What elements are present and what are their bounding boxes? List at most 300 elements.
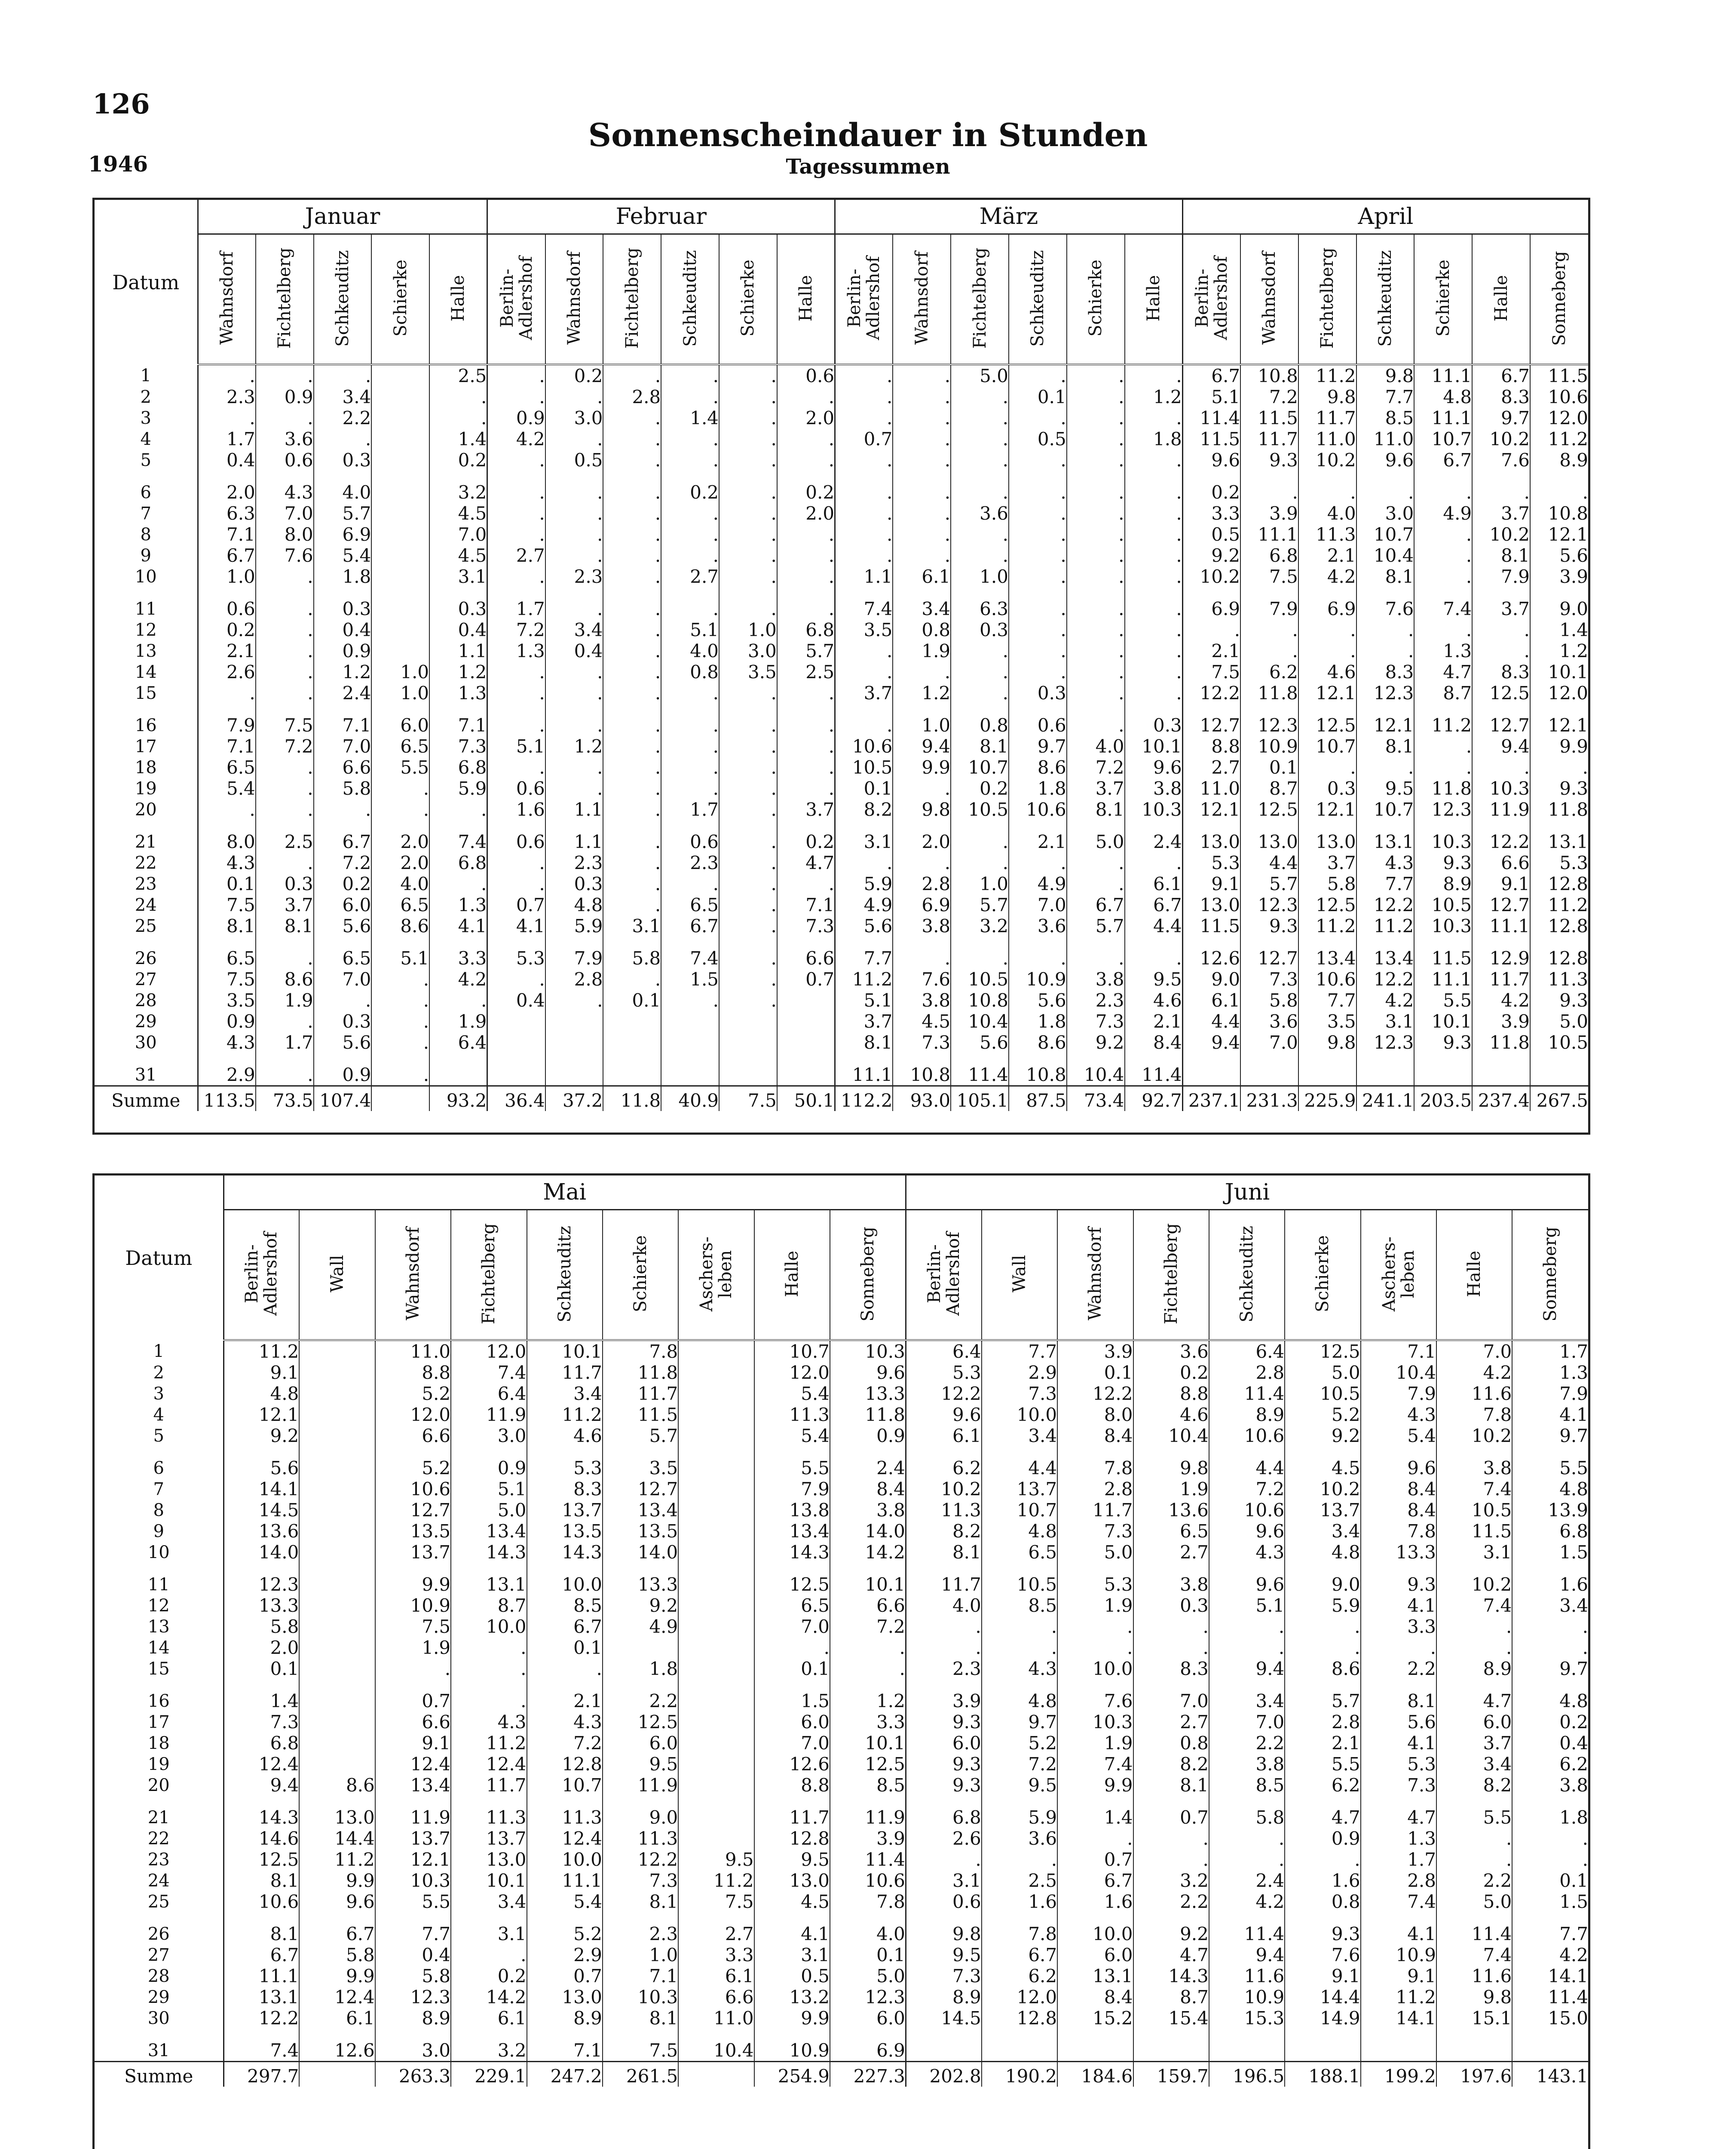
value-cell: . xyxy=(1125,619,1183,640)
value-cell: . xyxy=(1067,640,1125,661)
value-cell xyxy=(678,1637,754,1658)
value-cell xyxy=(371,386,429,407)
value-cell: 0.3 xyxy=(429,587,487,619)
value-cell: . xyxy=(603,704,661,736)
sum-cell: 196.5 xyxy=(1209,2062,1285,2087)
value-cell: . xyxy=(1125,566,1183,587)
value-cell: 7.6 xyxy=(1285,1944,1360,1965)
value-cell: 1.2 xyxy=(314,661,372,683)
table-row xyxy=(95,471,1588,503)
value-cell: 10.6 xyxy=(1530,386,1588,407)
value-cell: . xyxy=(777,386,835,407)
value-cell: 0.6 xyxy=(487,820,545,852)
value-cell: 12.2 xyxy=(906,1383,981,1404)
value-cell: 6.0 xyxy=(1057,1944,1133,1965)
value-cell: . xyxy=(893,471,951,503)
day-cell: 24 xyxy=(95,1870,224,1891)
value-cell: . xyxy=(1472,757,1530,778)
value-cell: . xyxy=(661,545,719,566)
value-cell: . xyxy=(661,386,719,407)
value-cell: 9.9 xyxy=(1530,736,1588,757)
value-cell: . xyxy=(1057,1828,1133,1849)
value-cell: . xyxy=(603,661,661,683)
value-cell: 10.0 xyxy=(527,1849,603,1870)
value-cell: 6.4 xyxy=(429,1032,487,1053)
value-cell: 2.0 xyxy=(198,471,256,503)
sum-cell: 113.5 xyxy=(198,1086,256,1111)
value-cell: 3.8 xyxy=(893,915,951,937)
value-cell: . xyxy=(1209,1849,1285,1870)
value-cell: 3.6 xyxy=(951,503,1009,524)
value-cell: 10.1 xyxy=(830,1733,906,1754)
value-cell: 11.7 xyxy=(451,1775,527,1796)
value-cell: 0.7 xyxy=(1057,1849,1133,1870)
value-cell: 2.7 xyxy=(1182,757,1240,778)
value-cell: 2.2 xyxy=(1436,1870,1512,1891)
value-cell: 11.2 xyxy=(835,969,893,990)
day-cell: 12 xyxy=(95,1595,224,1616)
value-cell: 5.6 xyxy=(951,1032,1009,1053)
value-cell: 9.3 xyxy=(1285,1912,1360,1944)
value-cell: 7.3 xyxy=(906,1965,981,1987)
value-cell: . xyxy=(893,524,951,545)
value-cell: . xyxy=(256,852,314,873)
table-row xyxy=(95,1563,1588,1595)
value-cell: 13.8 xyxy=(754,1500,830,1521)
value-cell: 12.3 xyxy=(1240,894,1298,915)
value-cell: 7.6 xyxy=(1472,450,1530,471)
value-cell: 1.9 xyxy=(1133,1479,1209,1500)
value-cell: 13.5 xyxy=(527,1521,603,1542)
value-cell: 11.4 xyxy=(1436,1912,1512,1944)
value-cell: 8.1 xyxy=(1133,1775,1209,1796)
value-cell: 9.5 xyxy=(982,1775,1057,1796)
value-cell: . xyxy=(487,450,545,471)
value-cell: 12.0 xyxy=(754,1362,830,1383)
value-cell: 0.1 xyxy=(224,1658,299,1679)
value-cell: . xyxy=(982,1616,1057,1637)
sum-cell: 227.3 xyxy=(830,2062,906,2087)
value-cell: 14.4 xyxy=(299,1828,375,1849)
value-cell: . xyxy=(1512,1616,1588,1637)
value-cell: 7.2 xyxy=(830,1616,906,1637)
sum-cell: 40.9 xyxy=(661,1086,719,1111)
value-cell: . xyxy=(719,524,777,545)
value-cell: 10.1 xyxy=(451,1870,527,1891)
value-cell: . xyxy=(719,450,777,471)
value-cell: . xyxy=(451,1944,527,1965)
value-cell: 12.0 xyxy=(1530,683,1588,704)
value-cell: 11.2 xyxy=(451,1733,527,1754)
value-cell: 7.7 xyxy=(982,1340,1057,1362)
value-cell: 14.6 xyxy=(224,1828,299,1849)
value-cell: . xyxy=(719,894,777,915)
value-cell: . xyxy=(1512,1849,1588,1870)
value-cell: 5.6 xyxy=(835,915,893,937)
table-row xyxy=(95,1446,1588,1479)
value-cell: 4.1 xyxy=(1361,1595,1436,1616)
value-cell: 0.4 xyxy=(314,619,372,640)
value-cell: 3.0 xyxy=(1356,503,1415,524)
value-cell: 2.4 xyxy=(1209,1870,1285,1891)
day-cell: 2 xyxy=(95,1362,224,1383)
value-cell: 1.8 xyxy=(1125,429,1183,450)
day-cell: 27 xyxy=(95,1944,224,1965)
table-row xyxy=(95,1849,1588,1870)
station-header xyxy=(527,1210,603,1341)
value-cell xyxy=(299,1446,375,1479)
value-cell: 3.8 xyxy=(1209,1754,1285,1775)
station-header xyxy=(1057,1210,1133,1341)
sum-cell: 11.8 xyxy=(603,1086,661,1111)
value-cell: 6.1 xyxy=(678,1965,754,1987)
value-cell: 11.2 xyxy=(678,1870,754,1891)
value-cell: 3.4 xyxy=(893,587,951,619)
value-cell: 9.6 xyxy=(1361,1446,1436,1479)
value-cell: 8.6 xyxy=(299,1775,375,1796)
value-cell: . xyxy=(777,683,835,704)
value-cell: . xyxy=(661,704,719,736)
value-cell: 10.4 xyxy=(1361,1362,1436,1383)
value-cell: 2.2 xyxy=(314,407,372,429)
value-cell: 5.1 xyxy=(835,990,893,1011)
value-cell xyxy=(371,587,429,619)
day-cell: 23 xyxy=(95,1849,224,1870)
value-cell: 14.5 xyxy=(906,2008,981,2029)
value-cell: 12.1 xyxy=(1356,704,1415,736)
value-cell: 2.0 xyxy=(777,407,835,429)
value-cell xyxy=(603,1053,661,1086)
station-name: Wahnsdorf xyxy=(403,1227,423,1321)
value-cell: 12.7 xyxy=(375,1500,451,1521)
value-cell: 3.2 xyxy=(451,2029,527,2062)
value-cell: 9.8 xyxy=(1356,364,1415,386)
value-cell: . xyxy=(719,915,777,937)
value-cell: 11.0 xyxy=(1356,429,1415,450)
value-cell: 0.8 xyxy=(951,704,1009,736)
value-cell xyxy=(371,450,429,471)
value-cell: . xyxy=(256,778,314,799)
value-cell: 8.0 xyxy=(256,524,314,545)
table-row xyxy=(95,450,1588,471)
value-cell: . xyxy=(835,471,893,503)
value-cell: . xyxy=(1067,524,1125,545)
value-cell: 13.4 xyxy=(603,1500,678,1521)
value-cell: . xyxy=(1067,873,1125,894)
value-cell: 9.7 xyxy=(1512,1425,1588,1446)
value-cell: . xyxy=(951,937,1009,969)
value-cell: 10.9 xyxy=(375,1595,451,1616)
sum-cell: 93.2 xyxy=(429,1086,487,1111)
value-cell: 13.0 xyxy=(1298,820,1356,852)
station-header xyxy=(678,1210,754,1341)
value-cell: 5.7 xyxy=(951,894,1009,915)
value-cell: 4.1 xyxy=(1361,1733,1436,1754)
value-cell: . xyxy=(719,778,777,799)
value-cell: . xyxy=(603,407,661,429)
value-cell xyxy=(299,1404,375,1425)
day-cell: 20 xyxy=(95,1775,224,1796)
value-cell: 4.7 xyxy=(1414,661,1472,683)
day-cell: 13 xyxy=(95,1616,224,1637)
value-cell: 1.3 xyxy=(1361,1828,1436,1849)
sum-cell: 159.7 xyxy=(1133,2062,1209,2087)
day-cell: 9 xyxy=(95,1521,224,1542)
table-row xyxy=(95,364,1588,386)
value-cell: 0.6 xyxy=(661,820,719,852)
value-cell: 9.3 xyxy=(1240,450,1298,471)
value-cell: 10.3 xyxy=(1472,778,1530,799)
value-cell: 4.7 xyxy=(1436,1679,1512,1711)
value-cell: 8.9 xyxy=(527,2008,603,2029)
value-cell: 12.3 xyxy=(830,1987,906,2008)
value-cell: 9.8 xyxy=(1298,1032,1356,1053)
value-cell: . xyxy=(545,587,603,619)
value-cell: 0.2 xyxy=(777,471,835,503)
day-cell: 19 xyxy=(95,1754,224,1775)
value-cell: 12.8 xyxy=(754,1828,830,1849)
value-cell: . xyxy=(545,661,603,683)
value-cell: 11.7 xyxy=(1298,407,1356,429)
value-cell: 5.7 xyxy=(1285,1679,1360,1711)
value-cell: 4.3 xyxy=(982,1658,1057,1679)
value-cell: 0.6 xyxy=(777,364,835,386)
table-row xyxy=(95,429,1588,450)
table-row xyxy=(95,937,1588,969)
value-cell: 7.3 xyxy=(982,1383,1057,1404)
value-cell: 7.7 xyxy=(1356,873,1415,894)
value-cell xyxy=(371,619,429,640)
value-cell: . xyxy=(719,587,777,619)
value-cell: . xyxy=(777,524,835,545)
value-cell: 9.7 xyxy=(1512,1658,1588,1679)
value-cell: 1.6 xyxy=(487,799,545,820)
value-cell: 0.5 xyxy=(1182,524,1240,545)
value-cell: 0.4 xyxy=(198,450,256,471)
sunshine-table-jan-apr xyxy=(95,200,1588,1111)
value-cell: . xyxy=(603,873,661,894)
value-cell: 6.8 xyxy=(777,619,835,640)
station-header xyxy=(906,1210,981,1341)
value-cell: 8.6 xyxy=(1285,1658,1360,1679)
value-cell: 10.4 xyxy=(678,2029,754,2062)
value-cell: 14.2 xyxy=(830,1542,906,1563)
table-row xyxy=(95,1912,1588,1944)
value-cell: 6.0 xyxy=(371,704,429,736)
table-row xyxy=(95,524,1588,545)
sum-label: Summe xyxy=(95,1086,198,1111)
sum-cell: 188.1 xyxy=(1285,2062,1360,2087)
station-name: Fichtelberg xyxy=(1161,1223,1181,1325)
day-cell: 10 xyxy=(95,566,198,587)
value-cell: 9.3 xyxy=(1361,1563,1436,1595)
station-header xyxy=(835,234,893,365)
value-cell: . xyxy=(661,736,719,757)
station-name: Schkeuditz xyxy=(554,1225,575,1322)
value-cell: 6.7 xyxy=(982,1944,1057,1965)
value-cell: 8.1 xyxy=(603,1891,678,1912)
value-cell: 12.1 xyxy=(375,1849,451,1870)
day-cell: 12 xyxy=(95,619,198,640)
page-number: 126 xyxy=(92,88,150,120)
value-cell: 9.9 xyxy=(754,2008,830,2029)
day-cell: 31 xyxy=(95,1053,198,1086)
value-cell: 6.1 xyxy=(906,1425,981,1446)
day-cell: 15 xyxy=(95,1658,224,1679)
value-cell: 0.9 xyxy=(198,1011,256,1032)
page-subtitle: Tagessummen xyxy=(786,155,950,179)
value-cell: 1.3 xyxy=(429,683,487,704)
value-cell: 6.5 xyxy=(982,1542,1057,1563)
value-cell: 3.1 xyxy=(835,820,893,852)
value-cell: . xyxy=(1067,471,1125,503)
value-cell: 7.8 xyxy=(603,1340,678,1362)
value-cell: 11.9 xyxy=(375,1796,451,1828)
value-cell: 2.9 xyxy=(527,1944,603,1965)
value-cell: 5.4 xyxy=(198,778,256,799)
value-cell: 1.0 xyxy=(951,873,1009,894)
value-cell: 8.9 xyxy=(1209,1404,1285,1425)
value-cell: 8.7 xyxy=(1240,778,1298,799)
value-cell: . xyxy=(429,407,487,429)
value-cell: 13.3 xyxy=(830,1383,906,1404)
value-cell: 11.8 xyxy=(1472,1032,1530,1053)
value-cell: 3.1 xyxy=(754,1944,830,1965)
value-cell: 6.9 xyxy=(893,894,951,915)
value-cell: . xyxy=(1009,566,1067,587)
value-cell: 12.0 xyxy=(451,1340,527,1362)
value-cell: . xyxy=(603,852,661,873)
day-cell: 11 xyxy=(95,1563,224,1595)
sum-cell: 184.6 xyxy=(1057,2062,1133,2087)
value-cell: 3.4 xyxy=(1512,1595,1588,1616)
value-cell: 8.6 xyxy=(1009,1032,1067,1053)
value-cell: . xyxy=(545,386,603,407)
value-cell: 10.1 xyxy=(1414,1011,1472,1032)
value-cell: 4.7 xyxy=(1133,1944,1209,1965)
value-cell: 1.6 xyxy=(982,1891,1057,1912)
value-cell: 7.8 xyxy=(830,1891,906,1912)
value-cell: 5.4 xyxy=(314,545,372,566)
day-cell: 29 xyxy=(95,1011,198,1032)
value-cell: . xyxy=(1209,1616,1285,1637)
value-cell xyxy=(371,545,429,566)
value-cell: 11.5 xyxy=(1182,429,1240,450)
value-cell: 6.5 xyxy=(314,937,372,969)
value-cell: 11.5 xyxy=(1414,937,1472,969)
value-cell: 10.7 xyxy=(1356,799,1415,820)
value-cell: 3.9 xyxy=(1530,566,1588,587)
value-cell: 5.4 xyxy=(527,1891,603,1912)
value-cell: . xyxy=(198,407,256,429)
value-cell: . xyxy=(719,566,777,587)
value-cell: . xyxy=(777,778,835,799)
value-cell: 10.0 xyxy=(451,1616,527,1637)
value-cell: 4.7 xyxy=(777,852,835,873)
value-cell: 5.0 xyxy=(1057,1542,1133,1563)
value-cell: . xyxy=(603,969,661,990)
value-cell: 13.6 xyxy=(224,1521,299,1542)
value-cell: 3.9 xyxy=(1240,503,1298,524)
value-cell: 11.2 xyxy=(1298,915,1356,937)
day-cell: 18 xyxy=(95,757,198,778)
sum-cell: 297.7 xyxy=(224,2062,299,2087)
value-cell: 14.3 xyxy=(1133,1965,1209,1987)
station-header xyxy=(1067,234,1125,365)
value-cell: 10.7 xyxy=(1356,524,1415,545)
value-cell xyxy=(661,1053,719,1086)
value-cell: 2.8 xyxy=(545,969,603,990)
value-cell: 7.4 xyxy=(429,820,487,852)
value-cell: 9.2 xyxy=(1182,545,1240,566)
value-cell: 5.1 xyxy=(1209,1595,1285,1616)
value-cell: 9.9 xyxy=(1057,1775,1133,1796)
table-row xyxy=(95,1521,1588,1542)
value-cell: . xyxy=(603,545,661,566)
value-cell xyxy=(661,1032,719,1053)
value-cell: 11.7 xyxy=(754,1796,830,1828)
value-cell: . xyxy=(893,937,951,969)
value-cell: 10.3 xyxy=(1057,1711,1133,1733)
sum-cell: 143.1 xyxy=(1512,2062,1588,2087)
value-cell xyxy=(299,1362,375,1383)
value-cell: 6.8 xyxy=(224,1733,299,1754)
value-cell: 7.2 xyxy=(487,619,545,640)
value-cell xyxy=(371,640,429,661)
value-cell: 6.7 xyxy=(527,1616,603,1637)
value-cell: 5.9 xyxy=(982,1796,1057,1828)
value-cell: 11.6 xyxy=(1209,1965,1285,1987)
value-cell: 8.3 xyxy=(1356,661,1415,683)
table-bottom-frame xyxy=(92,1173,1590,2149)
value-cell: 6.6 xyxy=(314,757,372,778)
value-cell: 4.8 xyxy=(982,1679,1057,1711)
value-cell: 13.4 xyxy=(1298,937,1356,969)
value-cell xyxy=(678,1542,754,1563)
value-cell: 12.3 xyxy=(1414,799,1472,820)
value-cell: 7.0 xyxy=(1009,894,1067,915)
value-cell: 12.4 xyxy=(224,1754,299,1775)
station-name: Schierke xyxy=(738,260,758,337)
station-name: Sonneberg xyxy=(1549,251,1569,346)
value-cell: 9.8 xyxy=(906,1912,981,1944)
value-cell: 10.5 xyxy=(1285,1383,1360,1404)
value-cell: 5.7 xyxy=(314,503,372,524)
value-cell: 5.0 xyxy=(451,1500,527,1521)
value-cell: 6.1 xyxy=(451,2008,527,2029)
station-header xyxy=(224,1210,299,1341)
value-cell: 13.0 xyxy=(754,1870,830,1891)
table-row xyxy=(95,990,1588,1011)
value-cell: 7.4 xyxy=(661,937,719,969)
value-cell xyxy=(545,1011,603,1032)
value-cell: . xyxy=(256,937,314,969)
value-cell: 3.0 xyxy=(451,1425,527,1446)
value-cell: . xyxy=(603,450,661,471)
value-cell: 8.3 xyxy=(1472,661,1530,683)
value-cell: . xyxy=(1298,471,1356,503)
value-cell: . xyxy=(1067,407,1125,429)
day-cell: 26 xyxy=(95,1912,224,1944)
day-cell: 28 xyxy=(95,990,198,1011)
value-cell: 0.6 xyxy=(906,1891,981,1912)
value-cell: 3.8 xyxy=(893,990,951,1011)
value-cell: 7.2 xyxy=(1240,386,1298,407)
value-cell: 9.0 xyxy=(1285,1563,1360,1595)
value-cell: 7.3 xyxy=(1361,1775,1436,1796)
value-cell: 1.6 xyxy=(1057,1891,1133,1912)
value-cell: 10.1 xyxy=(527,1340,603,1362)
